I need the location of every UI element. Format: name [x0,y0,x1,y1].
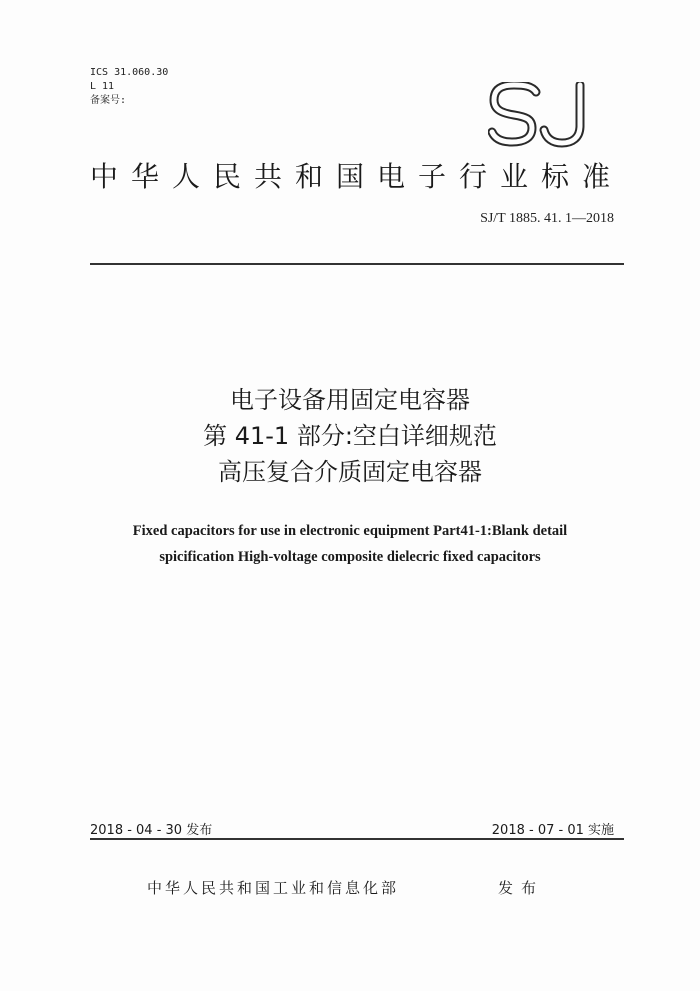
chinese-title [0,382,700,490]
standard-number: SJ/T 1885. 41. 1—2018 [480,211,614,226]
english-title [0,518,700,570]
issue-date: 2018 - 04 - 30 发布 [90,823,213,838]
publisher-name: 中华人民共和国工业和信息化部 [147,879,400,897]
top-divider [90,263,624,265]
chinese-title-line-3: 高压复合介质固定电容器 [218,458,482,486]
implementation-date: 2018 - 07 - 01 实施 [491,823,614,838]
classification-code: L 11 [90,81,115,92]
chinese-title-line-1: 电子设备用固定电容器 [230,386,470,414]
sj-logo-j [544,85,580,143]
ics-code: ICS 31.060.30 [90,67,169,78]
sj-logo [488,82,598,148]
chinese-title-line-2: 第 41-1 部分:空白详细规范 [203,422,497,450]
publish-label: 发布 [498,879,545,897]
header-meta [90,66,168,108]
english-title-line-1: Fixed capacitors for use in electronic equipment Part41-1:Blank detail [132,523,568,539]
record-number-label: 备案号: [90,95,127,106]
bottom-divider [90,838,624,840]
english-title-line-2: spicification High-voltage composite dielecric fixed capacitors [159,549,541,565]
standard-category-title: 中华人民共和国电子行业标准 [90,160,624,193]
